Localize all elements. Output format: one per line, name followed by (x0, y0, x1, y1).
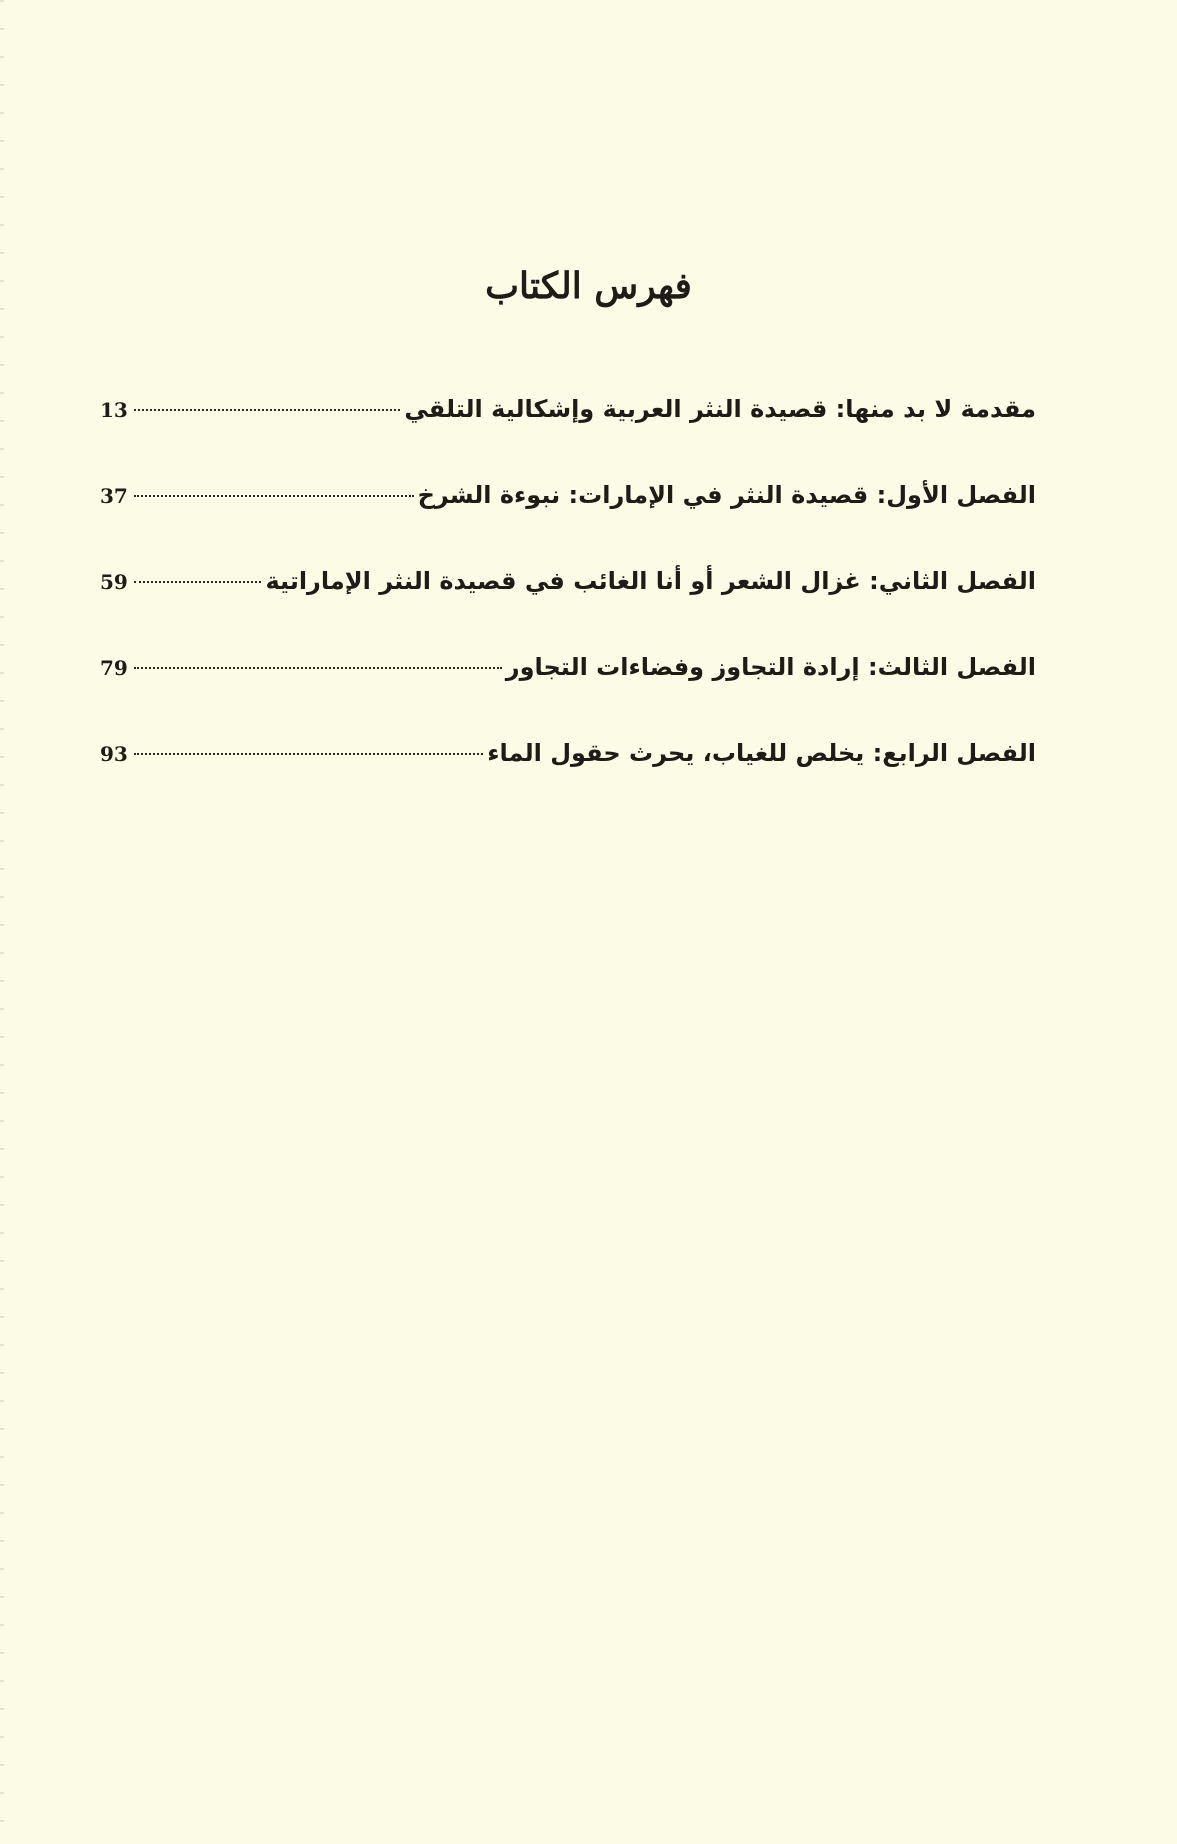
toc-entry (100, 567, 1036, 653)
dot-leader (134, 581, 261, 583)
toc-entry-page: 79 (100, 656, 128, 680)
toc-entry-title: الفصل الثالث: إرادة التجاوز وفضاءات التجاور (505, 653, 1036, 681)
toc-entry-page: 13 (100, 398, 128, 422)
toc-entry (100, 395, 1036, 481)
toc-entry (100, 481, 1036, 567)
toc-entry-title: الفصل الرابع: يخلص للغياب، يحرث حقول الماء (487, 739, 1036, 767)
dot-leader (134, 667, 502, 669)
toc-entry (100, 739, 1036, 825)
page-title: فهرس الكتاب (485, 265, 692, 308)
dot-leader (134, 409, 400, 411)
dot-leader (134, 753, 483, 755)
toc-entry-page: 93 (100, 742, 128, 766)
toc-entry-title: الفصل الأول: قصيدة النثر في الإمارات: نبوءة الشرخ (417, 481, 1036, 509)
dot-leader (134, 495, 414, 497)
toc-entry-page: 59 (100, 570, 128, 594)
toc-entry-title: الفصل الثاني: غزال الشعر أو أنا الغائب في قصيدة النثر الإماراتية (265, 567, 1036, 595)
toc-entry-title: مقدمة لا بد منها: قصيدة النثر العربية وإشكالية التلقي (404, 395, 1036, 423)
table-of-contents (100, 395, 1036, 825)
toc-entry (100, 653, 1036, 739)
toc-entry-page: 37 (100, 484, 128, 508)
